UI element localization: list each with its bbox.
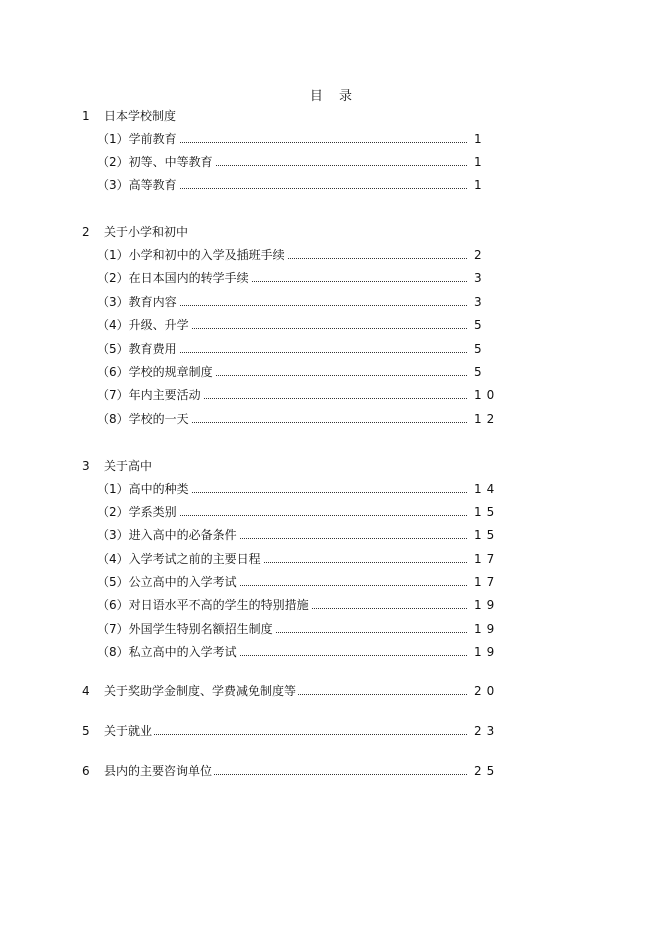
section-number: 1	[82, 109, 90, 123]
toc-entry[interactable]	[97, 574, 500, 590]
toc-entry-label: （1）高中的种类	[97, 482, 189, 496]
toc-entry-page: 17	[474, 552, 500, 566]
toc-title: 目 录	[309, 89, 359, 104]
toc-entry-page: 3	[474, 271, 487, 285]
toc-entry-label: （3）教育内容	[97, 295, 177, 309]
toc-section-page: 25	[474, 764, 500, 778]
section-title: 县内的主要咨询单位	[104, 764, 213, 778]
toc-entry[interactable]	[97, 131, 497, 147]
toc-entry[interactable]	[97, 597, 500, 613]
toc-entry[interactable]	[97, 644, 500, 660]
toc-entry-page: 15	[474, 505, 500, 519]
toc-entry-page: 2	[474, 248, 487, 262]
toc-section-label	[82, 763, 214, 779]
toc-entry-label: （4）入学考试之前的主要日程	[97, 552, 261, 566]
toc-section-entry-6[interactable]	[82, 763, 500, 779]
toc-entry[interactable]	[97, 551, 500, 567]
section-title: 关于奖助学金制度、学费减免制度等	[104, 684, 297, 698]
toc-entry-label: （2）学系类别	[97, 505, 177, 519]
section-title: 关于小学和初中	[104, 225, 189, 239]
toc-entry-page: 14	[474, 482, 500, 496]
toc-entry-label: （4）升级、升学	[97, 318, 189, 332]
toc-section-label	[82, 723, 154, 739]
section-number: 3	[82, 459, 90, 473]
toc-section-label	[82, 683, 298, 699]
toc-entry[interactable]	[97, 270, 497, 286]
toc-entry-page: 5	[474, 365, 487, 379]
section-title: 日本学校制度	[104, 109, 177, 123]
toc-section-entry-4[interactable]	[82, 683, 500, 699]
toc-entry-page: 3	[474, 295, 487, 309]
toc-entry-label: （5）公立高中的入学考试	[97, 575, 237, 589]
toc-entry[interactable]	[97, 621, 500, 637]
toc-entry-page: 5	[474, 318, 487, 332]
section-heading-1	[82, 108, 176, 124]
toc-entry[interactable]	[97, 247, 497, 263]
toc-entry[interactable]	[97, 411, 500, 427]
toc-entry-label: （7）年内主要活动	[97, 388, 201, 402]
toc-entry-page: 1	[474, 132, 487, 146]
toc-entry-page: 1	[474, 155, 487, 169]
section-heading-2	[82, 224, 188, 240]
section-number: 4	[82, 684, 90, 698]
toc-entry-page: 10	[474, 388, 500, 402]
toc-entry[interactable]	[97, 364, 497, 380]
toc-entry-label: （5）教育费用	[97, 342, 177, 356]
toc-entry[interactable]	[97, 527, 500, 543]
section-heading-3	[82, 458, 152, 474]
toc-entry-label: （7）外国学生特别名额招生制度	[97, 622, 273, 636]
toc-entry-page: 12	[474, 412, 500, 426]
toc-entry-label: （6）学校的规章制度	[97, 365, 213, 379]
toc-entry[interactable]	[97, 317, 497, 333]
section-title: 关于高中	[104, 459, 153, 473]
toc-section-entry-5[interactable]	[82, 723, 500, 739]
toc-entry-page: 1	[474, 178, 487, 192]
section-number: 5	[82, 724, 90, 738]
toc-entry-page: 19	[474, 598, 500, 612]
section-number: 6	[82, 764, 90, 778]
toc-entry-label: （3）进入高中的必备条件	[97, 528, 237, 542]
section-title: 关于就业	[104, 724, 153, 738]
toc-entry-label: （1）学前教育	[97, 132, 177, 146]
toc-entry-page: 19	[474, 622, 500, 636]
toc-entry[interactable]	[97, 341, 497, 357]
toc-entry-page: 17	[474, 575, 500, 589]
toc-entry-page: 5	[474, 342, 487, 356]
toc-entry[interactable]	[97, 154, 497, 170]
toc-entry-label: （2）在日本国内的转学手续	[97, 271, 249, 285]
toc-entry-page: 15	[474, 528, 500, 542]
toc-section-page: 20	[474, 684, 500, 698]
toc-entry[interactable]	[97, 481, 500, 497]
toc-entry-label: （6）对日语水平不高的学生的特别措施	[97, 598, 309, 612]
toc-entry-label: （2）初等、中等教育	[97, 155, 213, 169]
section-number: 2	[82, 225, 90, 239]
toc-section-page: 23	[474, 724, 500, 738]
toc-entry[interactable]	[97, 504, 500, 520]
toc-entry-label: （8）私立高中的入学考试	[97, 645, 237, 659]
toc-entry-label: （8）学校的一天	[97, 412, 189, 426]
toc-entry[interactable]	[97, 294, 497, 310]
toc-entry[interactable]	[97, 177, 497, 193]
toc-entry[interactable]	[97, 387, 500, 403]
toc-entry-label: （3）高等教育	[97, 178, 177, 192]
toc-entry-label: （1）小学和初中的入学及插班手续	[97, 248, 285, 262]
toc-entry-page: 19	[474, 645, 500, 659]
